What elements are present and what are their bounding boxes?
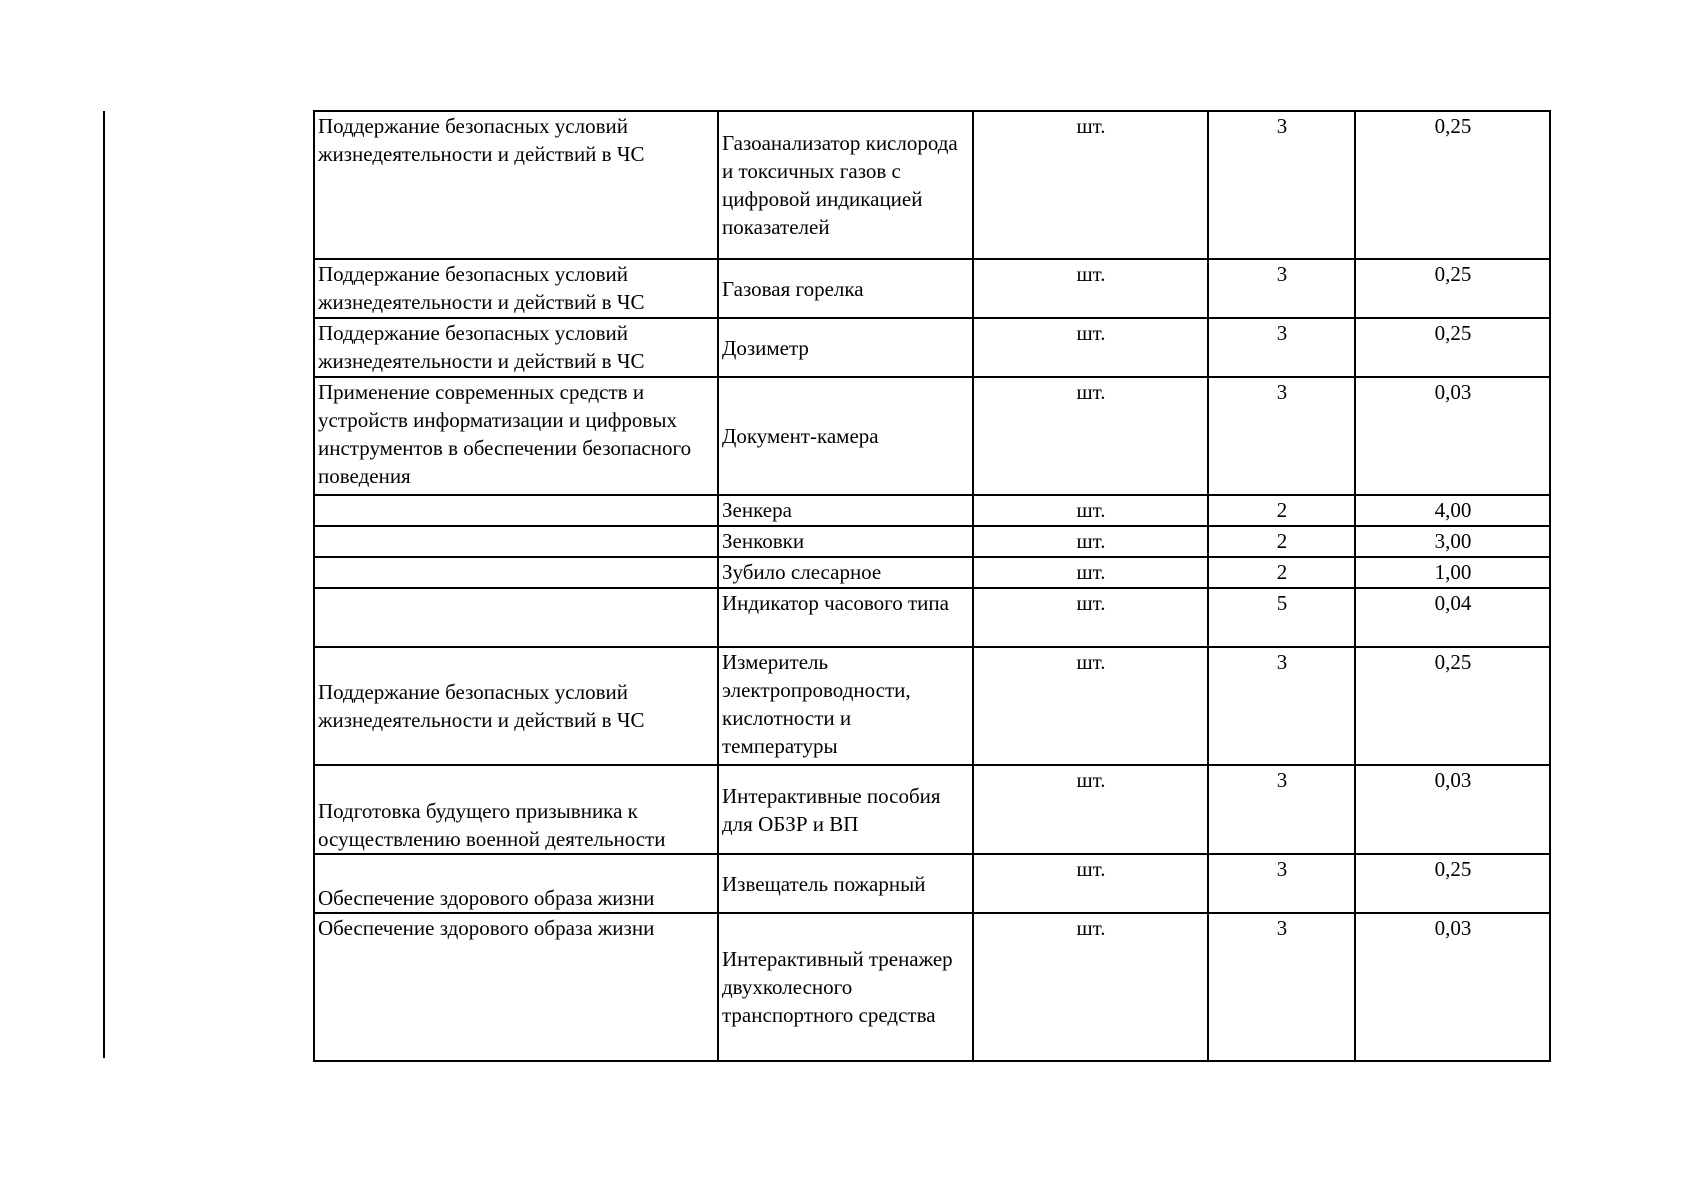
quantity-cell: 3 bbox=[1208, 854, 1355, 913]
item-name-cell: Дозиметр bbox=[718, 318, 973, 377]
table-row bbox=[314, 318, 1550, 377]
unit-cell: шт. bbox=[973, 557, 1208, 588]
section-cell: Обеспечение здорового образа жизни bbox=[314, 854, 718, 913]
norm-cell: 0,04 bbox=[1355, 588, 1550, 647]
item-name-cell: Зенкера bbox=[718, 495, 973, 526]
quantity-cell: 3 bbox=[1208, 913, 1355, 1061]
norm-cell: 0,03 bbox=[1355, 377, 1550, 495]
item-name-cell: Документ-камера bbox=[718, 377, 973, 495]
norm-cell: 0,25 bbox=[1355, 111, 1550, 259]
section-cell: Поддержание безопасных условий жизнедеятельности и действий в ЧС bbox=[314, 647, 718, 765]
table-row bbox=[314, 111, 1550, 259]
table-row bbox=[314, 557, 1550, 588]
section-cell bbox=[314, 526, 718, 557]
table-row bbox=[314, 377, 1550, 495]
norm-cell: 4,00 bbox=[1355, 495, 1550, 526]
unit-cell: шт. bbox=[973, 259, 1208, 318]
norm-cell: 0,03 bbox=[1355, 765, 1550, 854]
table-row bbox=[314, 765, 1550, 854]
quantity-cell: 5 bbox=[1208, 588, 1355, 647]
section-cell bbox=[314, 495, 718, 526]
norm-cell: 0,25 bbox=[1355, 318, 1550, 377]
quantity-cell: 2 bbox=[1208, 526, 1355, 557]
item-name-cell: Измеритель электропроводности, кислотности и температуры bbox=[718, 647, 973, 765]
section-cell: Подготовка будущего призывника к осуществлению военной деятельности bbox=[314, 765, 718, 854]
table-row bbox=[314, 495, 1550, 526]
norm-cell: 0,03 bbox=[1355, 913, 1550, 1061]
unit-cell: шт. bbox=[973, 588, 1208, 647]
unit-cell: шт. bbox=[973, 495, 1208, 526]
quantity-cell: 2 bbox=[1208, 557, 1355, 588]
page-margin-line bbox=[103, 111, 105, 1058]
quantity-cell: 3 bbox=[1208, 111, 1355, 259]
item-name-cell: Интерактивный тренажер двухколесного транспортного средства bbox=[718, 913, 973, 1061]
unit-cell: шт. bbox=[973, 318, 1208, 377]
equipment-table bbox=[313, 110, 1551, 1062]
item-name-cell: Зубило слесарное bbox=[718, 557, 973, 588]
table-row bbox=[314, 913, 1550, 1061]
quantity-cell: 2 bbox=[1208, 495, 1355, 526]
item-name-cell: Извещатель пожарный bbox=[718, 854, 973, 913]
unit-cell: шт. bbox=[973, 913, 1208, 1061]
unit-cell: шт. bbox=[973, 854, 1208, 913]
table-row bbox=[314, 854, 1550, 913]
section-cell: Поддержание безопасных условий жизнедеятельности и действий в ЧС bbox=[314, 259, 718, 318]
table-row bbox=[314, 647, 1550, 765]
norm-cell: 0,25 bbox=[1355, 647, 1550, 765]
unit-cell: шт. bbox=[973, 377, 1208, 495]
item-name-cell: Газоанализатор кислорода и токсичных газов с цифровой индикацией показателей bbox=[718, 111, 973, 259]
unit-cell: шт. bbox=[973, 111, 1208, 259]
norm-cell: 3,00 bbox=[1355, 526, 1550, 557]
section-cell: Применение современных средств и устройств информатизации и цифровых инструментов в обеспечении безопасного поведения bbox=[314, 377, 718, 495]
table-row bbox=[314, 526, 1550, 557]
section-cell: Поддержание безопасных условий жизнедеятельности и действий в ЧС bbox=[314, 111, 718, 259]
norm-cell: 1,00 bbox=[1355, 557, 1550, 588]
unit-cell: шт. bbox=[973, 647, 1208, 765]
section-cell: Поддержание безопасных условий жизнедеятельности и действий в ЧС bbox=[314, 318, 718, 377]
quantity-cell: 3 bbox=[1208, 318, 1355, 377]
item-name-cell: Газовая горелка bbox=[718, 259, 973, 318]
quantity-cell: 3 bbox=[1208, 259, 1355, 318]
item-name-cell: Индикатор часового типа bbox=[718, 588, 973, 647]
table-row bbox=[314, 588, 1550, 647]
item-name-cell: Интерактивные пособия для ОБЗР и ВП bbox=[718, 765, 973, 854]
item-name-cell: Зенковки bbox=[718, 526, 973, 557]
section-cell bbox=[314, 557, 718, 588]
norm-cell: 0,25 bbox=[1355, 854, 1550, 913]
unit-cell: шт. bbox=[973, 526, 1208, 557]
quantity-cell: 3 bbox=[1208, 765, 1355, 854]
section-cell: Обеспечение здорового образа жизни bbox=[314, 913, 718, 1061]
quantity-cell: 3 bbox=[1208, 647, 1355, 765]
section-cell bbox=[314, 588, 718, 647]
table-row bbox=[314, 259, 1550, 318]
norm-cell: 0,25 bbox=[1355, 259, 1550, 318]
quantity-cell: 3 bbox=[1208, 377, 1355, 495]
unit-cell: шт. bbox=[973, 765, 1208, 854]
